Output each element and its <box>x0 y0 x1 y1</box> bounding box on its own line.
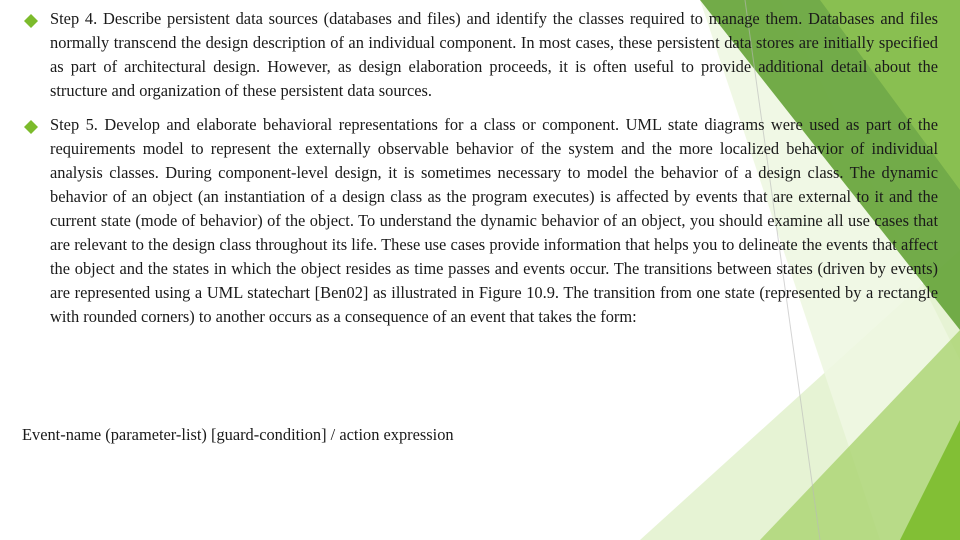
diamond-bullet-icon <box>24 14 38 28</box>
bullet-list <box>22 7 938 339</box>
bullet-text-step-5: Step 5. Develop and elaborate behavioral representations for a class or component. UML state diagrams were used as part of the requirements model to represent the externally observable behavior of the system and the more localized behavior of individual analysis classes. During component-level design, it is sometimes necessary to model the behavior of a design class. The dynamic behavior of an object (an instantiation of a design class as the program executes) is affected by events that are external to it and the current state (mode of behavior) of the object. To understand the dynamic behavior of an object, you should examine all use cases that are relevant to the design class throughout its life. These use cases provide information that helps you to delineate the events that affect the object and the states in which the object resides as time passes and events occur. The transitions between states (driven by events) are represented using a UML statechart [Ben02] as illustrated in Figure 10.9. The transition from one state (represented by a rectangle with rounded corners) to another occurs as a consequence of an event that takes the form: <box>50 115 938 326</box>
bullet-item-step-4 <box>22 7 938 103</box>
bullet-item-step-5 <box>22 113 938 329</box>
event-syntax-line: Event-name (parameter-list) [guard-condition] / action expression <box>22 425 454 444</box>
diamond-bullet-icon <box>24 120 38 134</box>
bullet-text-step-4: Step 4. Describe persistent data sources (databases and files) and identify the classes required to manage them. Databases and files normally transcend the design description of an individual component. In most cases, these persistent data stores are initially specified as part of architectural design. However, as design elaboration proceeds, it is often useful to provide additional detail about the structure and organization of these persistent data sources. <box>50 9 938 100</box>
